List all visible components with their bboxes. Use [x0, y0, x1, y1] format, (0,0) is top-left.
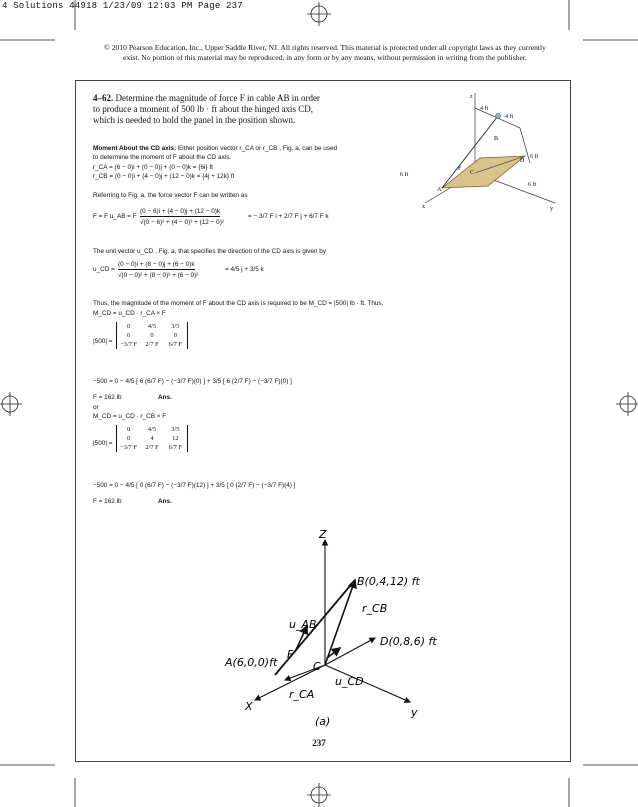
- fig-label-6ft-b: 6 ft: [400, 172, 409, 178]
- problem-statement: [93, 93, 321, 126]
- mcd-formula-1: M_CD = u_CD · r_CA × F: [93, 310, 166, 317]
- determinant-1: [116, 322, 188, 349]
- expansion-1: −500 = 0 − 4/5 [ 6 (6/7 F) − (−3/7 F)(0) ] + 3/5 [ 6 (2/7 F) − (−3/7 F)(0) ]: [93, 378, 292, 385]
- registration-target-right: [616, 392, 638, 416]
- det1-cell: 3/5: [171, 323, 180, 330]
- fig-label-6ft-a: 6 ft: [530, 154, 539, 160]
- sketch-x-label: X: [245, 700, 253, 713]
- det2-cell: 4: [150, 435, 154, 442]
- det1-cell: 0: [150, 332, 154, 339]
- force-denominator: √(0 − 6)² + (4 − 0)² + (12 − 0)²: [140, 219, 224, 226]
- moment-intro-text: Either position vector r_CA or r_CB , Fig. a, can be used: [177, 145, 338, 152]
- fig-label-F: F: [458, 166, 462, 172]
- det2-cell: 4/5: [147, 426, 157, 433]
- det1-cell: 0: [127, 323, 131, 330]
- registration-target-top: [307, 2, 331, 26]
- det1-cell: 2/7 F: [145, 341, 159, 348]
- sketch-uab-label: u_AB: [289, 618, 317, 631]
- det2-cell: 0: [127, 435, 131, 442]
- det2-cell: 3/5: [171, 426, 180, 433]
- det1-cell: −3/7 F: [120, 341, 138, 348]
- force-numerator: (0 − 6)i + (4 − 0)j + (12 − 0)k: [140, 208, 221, 215]
- mcd-formula-2: M_CD = u_CD · r_CB × F: [93, 413, 167, 420]
- fig-label-x: x: [422, 204, 425, 210]
- problem-number: 4–62.: [93, 93, 114, 103]
- det1-cell: 4/5: [147, 323, 157, 330]
- sketch-z-label: Z: [319, 530, 327, 541]
- sketch-rca-label: r_CA: [289, 688, 315, 701]
- det1-cell: 6: [127, 332, 131, 339]
- rca-equation: r_CA = (6 − 0)i + (0 − 0)j + (0 − 0)k = {6i} ft: [93, 164, 213, 171]
- fig-label-z: z: [470, 94, 473, 100]
- det2-cell: 6/7 F: [168, 444, 182, 451]
- answer-label-2: Ans.: [158, 498, 172, 505]
- panel-figure: [380, 88, 560, 213]
- fig-label-C: C: [470, 170, 475, 176]
- registration-target-bottom: [307, 783, 331, 807]
- det1-cell: 6/7 F: [168, 341, 182, 348]
- page-number: 237: [312, 738, 326, 748]
- problem-text: Determine the magnitude of force F in cable AB in order to produce a moment of 500 lb · ft about the hinged axis CD, which is needed to hold the panel in the position shown.: [93, 93, 320, 125]
- solution-intro: [93, 145, 337, 153]
- moment-intro-text-2: to determine the moment of F about the CD axis.: [93, 154, 232, 161]
- moment-heading: Moment About the CD axis:: [93, 145, 177, 152]
- expansion-2: −500 = 0 − 4/5 [ 0 (6/7 F) − (−3/7 F)(12) ] + 3/5 [ 0 (2/7 F) − (−3/7 F)(4) ]: [93, 482, 296, 489]
- result-2: F = 162 lb: [93, 498, 122, 505]
- sketch-rcb-vector: [325, 580, 355, 665]
- det1-row-3: [117, 340, 187, 349]
- force-lhs: F = F u_AB = F: [93, 213, 137, 220]
- det2-row-2: [117, 434, 187, 443]
- copyright-line-2: exist. No portion of this material may be reproduced, in any form or by any means, without permission in writing from the publisher.: [123, 53, 527, 62]
- unit-vector-intro: The unit vector u_CD , Fig. a, that specifies the direction of the CD axis is given by: [93, 248, 327, 255]
- fig-label-6ft-c: 6 ft: [528, 182, 537, 188]
- ucd-numerator: (0 − 0)i + (8 − 0)j + (6 − 0)k: [118, 261, 195, 268]
- copyright-line-1: © 2010 Pearson Education, Inc., Upper Saddle River, NJ. All rights reserved. This material is protected under all copyright laws as they currently: [104, 43, 546, 52]
- hand-sketch: [215, 530, 475, 730]
- registration-target-left: [0, 392, 22, 416]
- det2-cell: −3/7 F: [120, 444, 138, 451]
- det2-row-3: [117, 443, 187, 452]
- ucd-rhs: = 4/5 j + 3/5 k: [225, 266, 264, 273]
- det1-row-2: [117, 331, 187, 340]
- fig-label-4ft-a: 4 ft: [480, 106, 489, 112]
- determinant-2-label: |500| =: [93, 440, 113, 447]
- copyright-notice: [80, 43, 570, 63]
- determinant-2: [116, 425, 188, 452]
- det2-cell: 0: [127, 426, 131, 433]
- result-1: F = 162 lb: [93, 394, 122, 401]
- fig-label-y: y: [550, 206, 553, 212]
- sketch-c-label: C: [313, 660, 321, 673]
- ucd-lhs: u_CD =: [93, 266, 115, 273]
- fig-label-4ft-b: 4 ft: [505, 114, 514, 120]
- sketch-rcb-label: r_CB: [362, 602, 388, 615]
- sketch-b-label: B(0,4,12) ft: [357, 575, 420, 588]
- sketch-y-label: y: [411, 706, 418, 719]
- force-intro: Referring to Fig. a, the force vector F can be written as: [93, 192, 248, 199]
- fig-label-B: B: [494, 136, 499, 142]
- moment-requirement: Thus, the magnitude of the moment of F about the CD axis is required to be M_CD = |500| lb · ft. Thus,: [93, 300, 384, 307]
- sketch-caption: (a): [315, 715, 331, 728]
- determinant-1-label: |500| =: [93, 338, 113, 345]
- rcb-equation: r_CB = (0 − 0)i + (4 − 0)j + (12 − 0)k = {4j + 12k} ft: [93, 173, 235, 180]
- fig-label-A: A: [437, 187, 442, 193]
- force-rhs: = − 3/7 F i + 2/7 F j + 6/7 F k: [248, 213, 329, 220]
- running-head: 4 Solutions 44918 1/23/09 12:03 PM Page 237: [2, 1, 243, 11]
- or-label: or: [93, 404, 99, 411]
- sketch-f-label: F: [287, 648, 294, 661]
- answer-label-1: Ans.: [158, 394, 172, 401]
- det2-cell: 2/7 F: [145, 444, 159, 451]
- det1-row-1: [117, 322, 187, 331]
- det2-row-1: [117, 425, 187, 434]
- fig-label-D: D: [520, 158, 525, 164]
- det1-cell: 0: [173, 332, 177, 339]
- ucd-denominator: √(0 − 0)² + (8 − 0)² + (6 − 0)²: [118, 272, 199, 279]
- sketch-a-label: A(6,0,0)ft: [225, 656, 278, 669]
- sketch-d-label: D(0,8,6) ft: [380, 635, 437, 648]
- det2-cell: 12: [172, 435, 179, 442]
- sketch-ucd-label: u_CD: [335, 675, 364, 688]
